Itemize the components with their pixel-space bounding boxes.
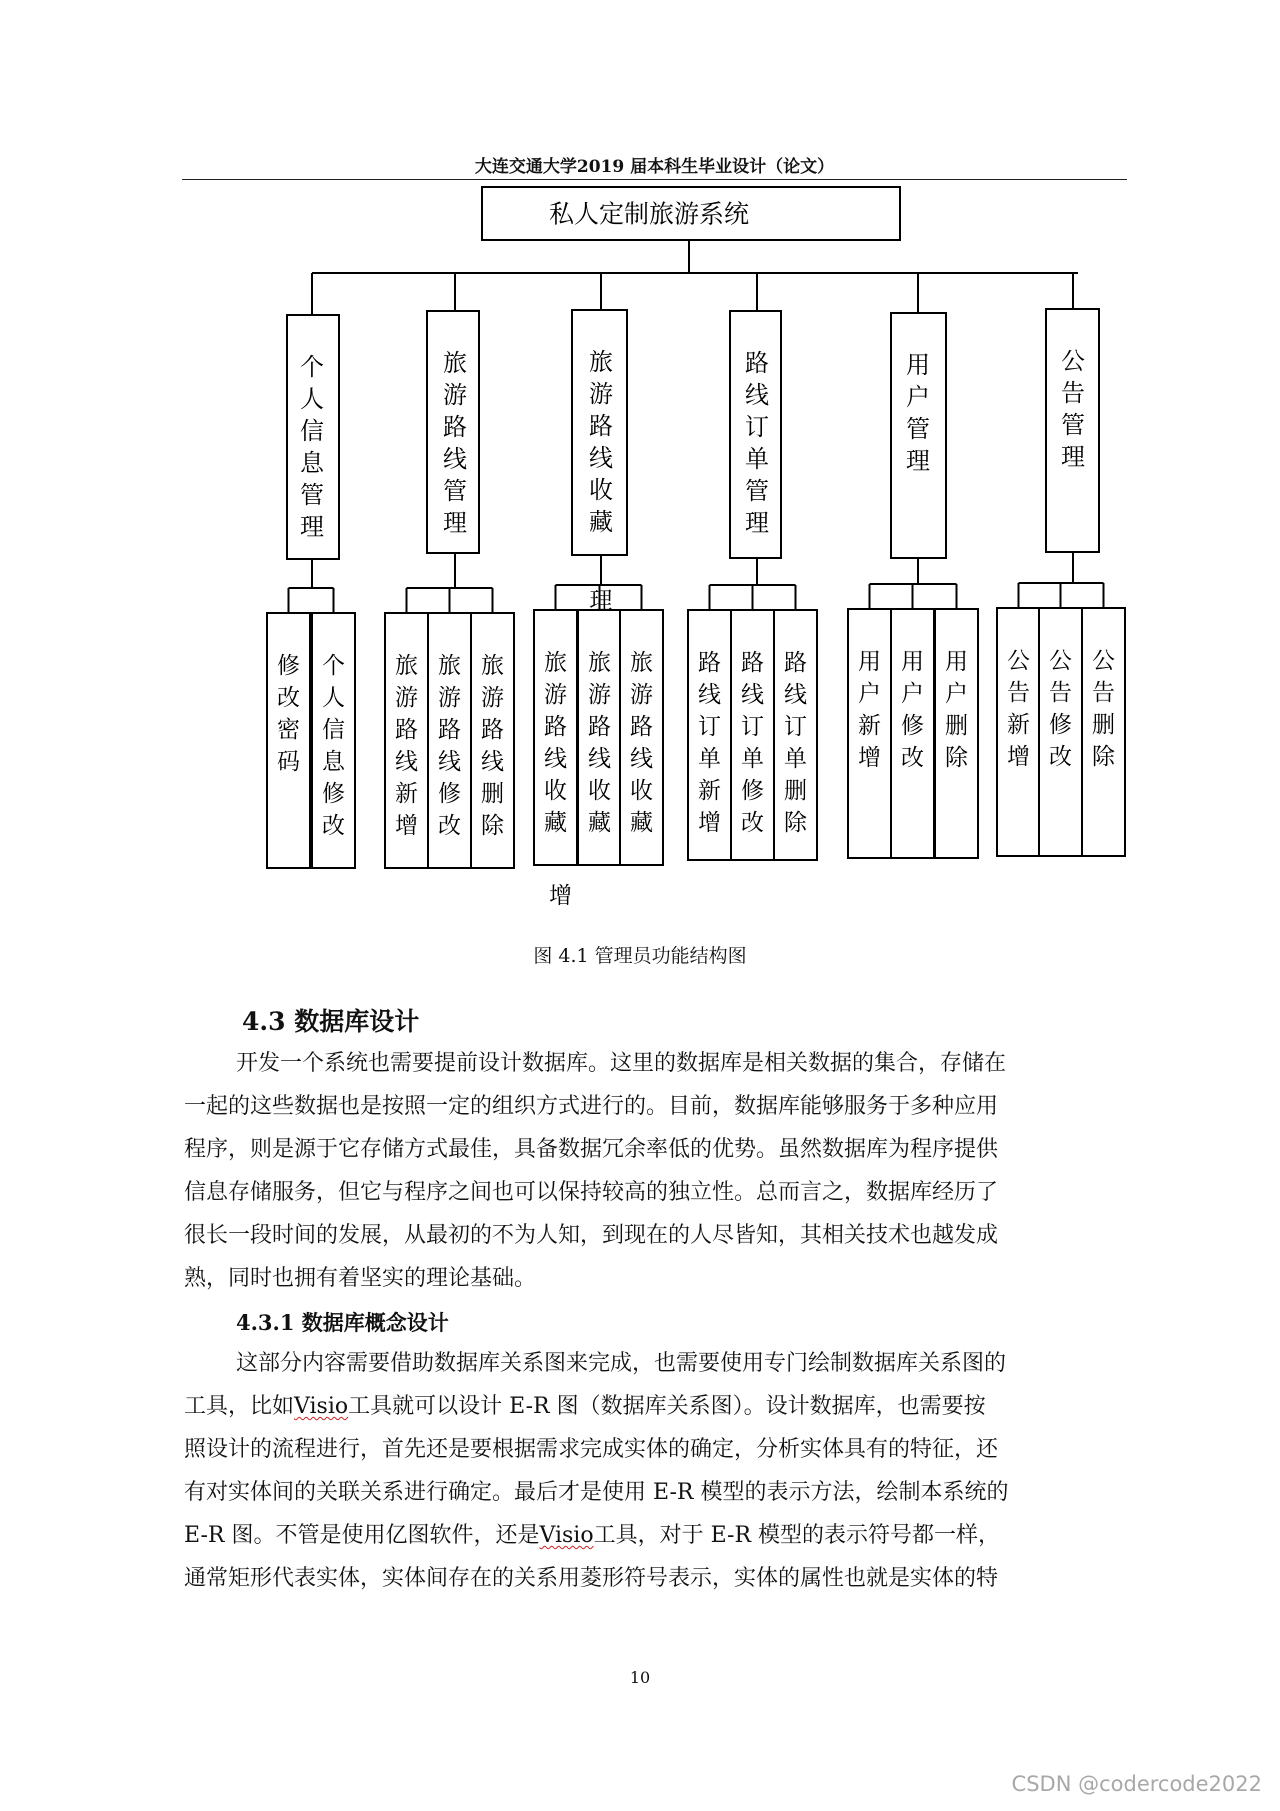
- char: 订: [745, 413, 769, 441]
- char: 理: [906, 447, 930, 475]
- char: 游: [443, 381, 467, 409]
- char: 修: [438, 781, 461, 807]
- char: 路: [698, 650, 721, 676]
- char: 除: [481, 813, 504, 839]
- spellcheck-word: Visio: [539, 1523, 594, 1548]
- figure-caption: 图 4.1 管理员功能结构图: [533, 945, 747, 967]
- running-header: 大连交通大学2019 届本科生毕业设计（论文）: [474, 157, 835, 177]
- char: 告: [1049, 680, 1072, 706]
- char: 户: [906, 383, 930, 411]
- paragraph-line: 这部分内容需要借助数据库关系图来完成，也需要使用专门绘制数据库关系图的: [236, 1351, 1007, 1376]
- watermark: CSDN @codercode2022: [1011, 1772, 1262, 1796]
- char: 除: [1092, 744, 1115, 770]
- char: 订: [784, 714, 807, 740]
- paragraph-line: 开发一个系统也需要提前设计数据库。这里的数据库是相关数据的集合，存储在: [236, 1051, 1007, 1076]
- char: 藏: [544, 810, 567, 836]
- char: 线: [481, 749, 504, 775]
- char: 码: [277, 749, 300, 775]
- char: 单: [741, 746, 764, 772]
- char: 删: [945, 713, 968, 739]
- paragraph-line: 信息存储服务，但它与程序之间也可以保持较高的独立性。总而言之，数据库经历了: [184, 1180, 999, 1205]
- connector-lines: [289, 240, 1104, 613]
- overflow-char: 理: [589, 588, 613, 614]
- char: 改: [1049, 744, 1072, 770]
- char: 旅: [588, 650, 611, 676]
- char: 信: [300, 417, 324, 445]
- char: 理: [745, 509, 769, 537]
- char: 户: [858, 681, 881, 707]
- char: 单: [745, 445, 769, 473]
- char: 增: [698, 810, 721, 836]
- diagram-boxes: [267, 187, 1125, 909]
- char: 改: [277, 685, 300, 711]
- char: 路: [589, 412, 613, 440]
- char: 公: [1061, 347, 1085, 375]
- char: 线: [630, 746, 653, 772]
- char: 游: [395, 685, 418, 711]
- char: 旅: [443, 349, 467, 377]
- char: 管: [443, 477, 467, 505]
- char: 告: [1092, 680, 1115, 706]
- text-run: 工具，对于 E-R 模型的表示符号都一样，: [593, 1523, 1001, 1548]
- char: 改: [741, 810, 764, 836]
- char: 游: [481, 685, 504, 711]
- char: 路: [438, 717, 461, 743]
- char: 新: [858, 713, 881, 739]
- char: 管: [906, 415, 930, 443]
- char: 户: [945, 681, 968, 707]
- char: 线: [745, 381, 769, 409]
- char: 旅: [438, 653, 461, 679]
- char: 线: [784, 682, 807, 708]
- char: 管: [745, 477, 769, 505]
- char: 公: [1049, 648, 1072, 674]
- char: 藏: [588, 810, 611, 836]
- char: 旅: [589, 348, 613, 376]
- subsection-heading: 4.3.1 数据库概念设计: [236, 1310, 449, 1335]
- char: 除: [784, 810, 807, 836]
- char: 线: [588, 746, 611, 772]
- char: 收: [588, 778, 611, 804]
- char: 改: [322, 813, 345, 839]
- char: 息: [322, 749, 345, 775]
- paragraph-line: 程序，则是源于它存储方式最佳，具备数据冗余率低的优势。虽然数据库为程序提供: [184, 1137, 999, 1162]
- char: 旅: [630, 650, 653, 676]
- paragraph-line: 一起的这些数据也是按照一定的组织方式进行的。目前，数据库能够服务于多种应用: [184, 1094, 999, 1119]
- paragraph-line: [184, 1514, 1128, 1557]
- char: 告: [1061, 379, 1085, 407]
- char: 藏: [630, 810, 653, 836]
- paragraph-line: 有对实体间的关联关系进行确定。最后才是使用 E-R 模型的表示方法，绘制本系统的: [184, 1480, 1009, 1505]
- char: 线: [698, 682, 721, 708]
- paragraph-line: 通常矩形代表实体，实体间存在的关系用菱形符号表示，实体的属性也就是实体的特: [184, 1566, 999, 1591]
- char: 路: [481, 717, 504, 743]
- char: 公: [1007, 648, 1030, 674]
- char: 路: [544, 714, 567, 740]
- char: 人: [300, 385, 324, 413]
- char: 线: [589, 444, 613, 472]
- char: 个: [322, 653, 345, 679]
- section-paragraph: [184, 1042, 1128, 1300]
- char: 删: [1092, 712, 1115, 738]
- char: 藏: [589, 508, 613, 536]
- char: 路: [588, 714, 611, 740]
- char: 理: [1061, 443, 1085, 471]
- char: 线: [395, 749, 418, 775]
- text-run: 工具就可以设计 E-R 图（数据库关系图）。设计数据库，也需要按: [348, 1394, 986, 1419]
- char: 收: [544, 778, 567, 804]
- char: 息: [300, 449, 324, 477]
- char: 修: [901, 713, 924, 739]
- char: 人: [322, 685, 345, 711]
- char: 增: [858, 745, 881, 771]
- char: 路: [745, 349, 769, 377]
- char: 管: [300, 481, 324, 509]
- char: 收: [630, 778, 653, 804]
- char: 密: [277, 717, 300, 743]
- char: 游: [589, 380, 613, 408]
- char: 线: [544, 746, 567, 772]
- char: 户: [901, 681, 924, 707]
- char: 游: [630, 682, 653, 708]
- char: 公: [1092, 648, 1115, 674]
- char: 改: [901, 745, 924, 771]
- char: 新: [698, 778, 721, 804]
- section-heading: 4.3 数据库设计: [242, 1007, 420, 1036]
- paragraph-line: 照设计的流程进行，首先还是要根据需求完成实体的确定，分析实体具有的特征，还: [184, 1437, 999, 1462]
- page-number: 10: [629, 1668, 651, 1687]
- char: 游: [588, 682, 611, 708]
- char: 新: [1007, 712, 1030, 738]
- char: 游: [544, 682, 567, 708]
- char: 用: [901, 649, 924, 675]
- char: 删: [784, 778, 807, 804]
- char: 收: [589, 476, 613, 504]
- subsection-paragraph: [184, 1342, 1128, 1600]
- char: 单: [698, 746, 721, 772]
- text-run: E-R 图。不管是使用亿图软件，还是: [184, 1523, 540, 1548]
- char: 改: [438, 813, 461, 839]
- char: 路: [395, 717, 418, 743]
- char: 线: [438, 749, 461, 775]
- char: 个: [300, 353, 324, 381]
- char: 新: [395, 781, 418, 807]
- char: 修: [277, 653, 300, 679]
- char: 理: [300, 513, 324, 541]
- spellcheck-word: Visio: [294, 1394, 349, 1419]
- char: 路: [784, 650, 807, 676]
- char: 修: [322, 781, 345, 807]
- char: 信: [322, 717, 345, 743]
- char: 单: [784, 746, 807, 772]
- char: 告: [1007, 680, 1030, 706]
- char: 路: [630, 714, 653, 740]
- char: 修: [741, 778, 764, 804]
- char: 用: [906, 351, 930, 379]
- char: 管: [1061, 411, 1085, 439]
- char: 订: [698, 714, 721, 740]
- char: 线: [741, 682, 764, 708]
- char: 旅: [395, 653, 418, 679]
- char: 理: [443, 509, 467, 537]
- char: 增: [395, 813, 418, 839]
- char: 删: [481, 781, 504, 807]
- char: 路: [443, 413, 467, 441]
- char: 修: [1049, 712, 1072, 738]
- char: 线: [443, 445, 467, 473]
- char: 除: [945, 745, 968, 771]
- paragraph-line: 很长一段时间的发展，从最初的不为人知，到现在的人尽皆知，其相关技术也越发成: [184, 1223, 999, 1248]
- char: 用: [858, 649, 881, 675]
- text-run: 工具，比如: [184, 1394, 295, 1419]
- char: 订: [741, 714, 764, 740]
- char: 用: [945, 649, 968, 675]
- char: 增: [1007, 744, 1030, 770]
- overflow-char: 增: [549, 883, 572, 909]
- char: 游: [438, 685, 461, 711]
- char: 旅: [481, 653, 504, 679]
- char: 路: [741, 650, 764, 676]
- paragraph-line: 熟，同时也拥有着坚实的理论基础。: [184, 1266, 537, 1291]
- char: 旅: [544, 650, 567, 676]
- root-label: 私人定制旅游系统: [548, 199, 750, 229]
- paragraph-line: [184, 1385, 1128, 1428]
